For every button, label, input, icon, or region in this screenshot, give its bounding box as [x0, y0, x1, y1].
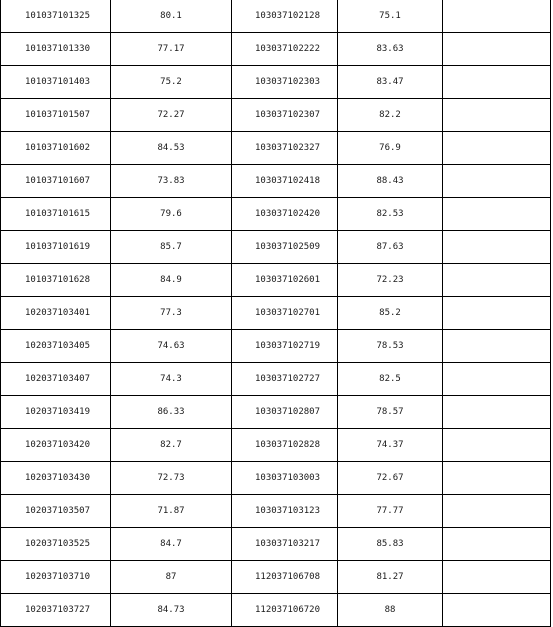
note-cell	[443, 264, 551, 297]
candidate-id-cell: 103037102418	[232, 165, 338, 198]
score-cell: 75.2	[111, 66, 232, 99]
candidate-id-cell: 103037103217	[232, 528, 338, 561]
candidate-id-cell: 103037102601	[232, 264, 338, 297]
candidate-id-cell: 103037103003	[232, 462, 338, 495]
candidate-id-cell: 103037102303	[232, 66, 338, 99]
score-cell: 77.17	[111, 33, 232, 66]
table-row	[1, 561, 551, 594]
table-row	[1, 0, 551, 33]
candidate-id-cell: 102037103419	[1, 396, 111, 429]
table-row	[1, 429, 551, 462]
score-cell: 72.27	[111, 99, 232, 132]
candidate-id-cell: 103037102509	[232, 231, 338, 264]
candidate-id-cell: 101037101403	[1, 66, 111, 99]
candidate-id-cell: 103037102727	[232, 363, 338, 396]
score-cell: 75.1	[338, 0, 443, 33]
candidate-id-cell: 102037103420	[1, 429, 111, 462]
note-cell	[443, 528, 551, 561]
score-cell: 74.3	[111, 363, 232, 396]
candidate-id-cell: 103037102828	[232, 429, 338, 462]
table-row	[1, 528, 551, 561]
candidate-id-cell: 101037101628	[1, 264, 111, 297]
score-cell: 88	[338, 594, 443, 627]
candidate-id-cell: 112037106708	[232, 561, 338, 594]
note-cell	[443, 66, 551, 99]
candidate-id-cell: 101037101619	[1, 231, 111, 264]
score-cell: 72.67	[338, 462, 443, 495]
candidate-id-cell: 102037103525	[1, 528, 111, 561]
candidate-id-cell: 103037102128	[232, 0, 338, 33]
score-cell: 86.33	[111, 396, 232, 429]
score-cell: 82.53	[338, 198, 443, 231]
candidate-id-cell: 103037103123	[232, 495, 338, 528]
candidate-id-cell: 103037102420	[232, 198, 338, 231]
score-cell: 73.83	[111, 165, 232, 198]
score-cell: 84.53	[111, 132, 232, 165]
table-row	[1, 363, 551, 396]
note-cell	[443, 561, 551, 594]
note-cell	[443, 594, 551, 627]
score-cell: 88.43	[338, 165, 443, 198]
score-cell: 83.47	[338, 66, 443, 99]
table-row	[1, 330, 551, 363]
table-row	[1, 495, 551, 528]
score-cell: 82.7	[111, 429, 232, 462]
table-row	[1, 165, 551, 198]
score-cell: 87	[111, 561, 232, 594]
table-row	[1, 231, 551, 264]
score-cell: 85.83	[338, 528, 443, 561]
note-cell	[443, 198, 551, 231]
table-row	[1, 264, 551, 297]
candidate-id-cell: 103037102719	[232, 330, 338, 363]
candidate-id-cell: 101037101507	[1, 99, 111, 132]
score-cell: 71.87	[111, 495, 232, 528]
table-row	[1, 297, 551, 330]
candidate-id-cell: 102037103407	[1, 363, 111, 396]
score-table-body	[1, 0, 551, 627]
score-cell: 78.53	[338, 330, 443, 363]
score-cell: 82.5	[338, 363, 443, 396]
table-row	[1, 198, 551, 231]
score-cell: 81.27	[338, 561, 443, 594]
score-cell: 76.9	[338, 132, 443, 165]
candidate-id-cell: 101037101325	[1, 0, 111, 33]
score-cell: 84.7	[111, 528, 232, 561]
note-cell	[443, 462, 551, 495]
score-cell: 84.9	[111, 264, 232, 297]
score-cell: 77.77	[338, 495, 443, 528]
candidate-id-cell: 102037103405	[1, 330, 111, 363]
candidate-id-cell: 112037106720	[232, 594, 338, 627]
candidate-id-cell: 102037103401	[1, 297, 111, 330]
candidate-id-cell: 103037102222	[232, 33, 338, 66]
candidate-id-cell: 103037102701	[232, 297, 338, 330]
candidate-id-cell: 101037101602	[1, 132, 111, 165]
table-row	[1, 33, 551, 66]
candidate-id-cell: 102037103710	[1, 561, 111, 594]
note-cell	[443, 132, 551, 165]
score-cell: 85.7	[111, 231, 232, 264]
note-cell	[443, 165, 551, 198]
score-cell: 74.37	[338, 429, 443, 462]
candidate-id-cell: 103037102807	[232, 396, 338, 429]
score-cell: 74.63	[111, 330, 232, 363]
score-cell: 80.1	[111, 0, 232, 33]
note-cell	[443, 429, 551, 462]
score-cell: 78.57	[338, 396, 443, 429]
candidate-id-cell: 103037102327	[232, 132, 338, 165]
score-cell: 77.3	[111, 297, 232, 330]
score-cell: 72.73	[111, 462, 232, 495]
note-cell	[443, 99, 551, 132]
score-cell: 82.2	[338, 99, 443, 132]
table-row	[1, 66, 551, 99]
candidate-id-cell: 102037103430	[1, 462, 111, 495]
table-row	[1, 396, 551, 429]
score-cell: 83.63	[338, 33, 443, 66]
note-cell	[443, 495, 551, 528]
candidate-id-cell: 101037101615	[1, 198, 111, 231]
note-cell	[443, 33, 551, 66]
note-cell	[443, 330, 551, 363]
score-cell: 84.73	[111, 594, 232, 627]
note-cell	[443, 231, 551, 264]
candidate-id-cell: 102037103727	[1, 594, 111, 627]
candidate-id-cell: 103037102307	[232, 99, 338, 132]
table-row	[1, 462, 551, 495]
candidate-id-cell: 101037101607	[1, 165, 111, 198]
score-cell: 72.23	[338, 264, 443, 297]
table-row	[1, 99, 551, 132]
score-cell: 87.63	[338, 231, 443, 264]
candidate-id-cell: 101037101330	[1, 33, 111, 66]
note-cell	[443, 0, 551, 33]
note-cell	[443, 363, 551, 396]
table-row	[1, 594, 551, 627]
candidate-id-cell: 102037103507	[1, 495, 111, 528]
note-cell	[443, 297, 551, 330]
table-row	[1, 132, 551, 165]
note-cell	[443, 396, 551, 429]
score-cell: 85.2	[338, 297, 443, 330]
score-cell: 79.6	[111, 198, 232, 231]
